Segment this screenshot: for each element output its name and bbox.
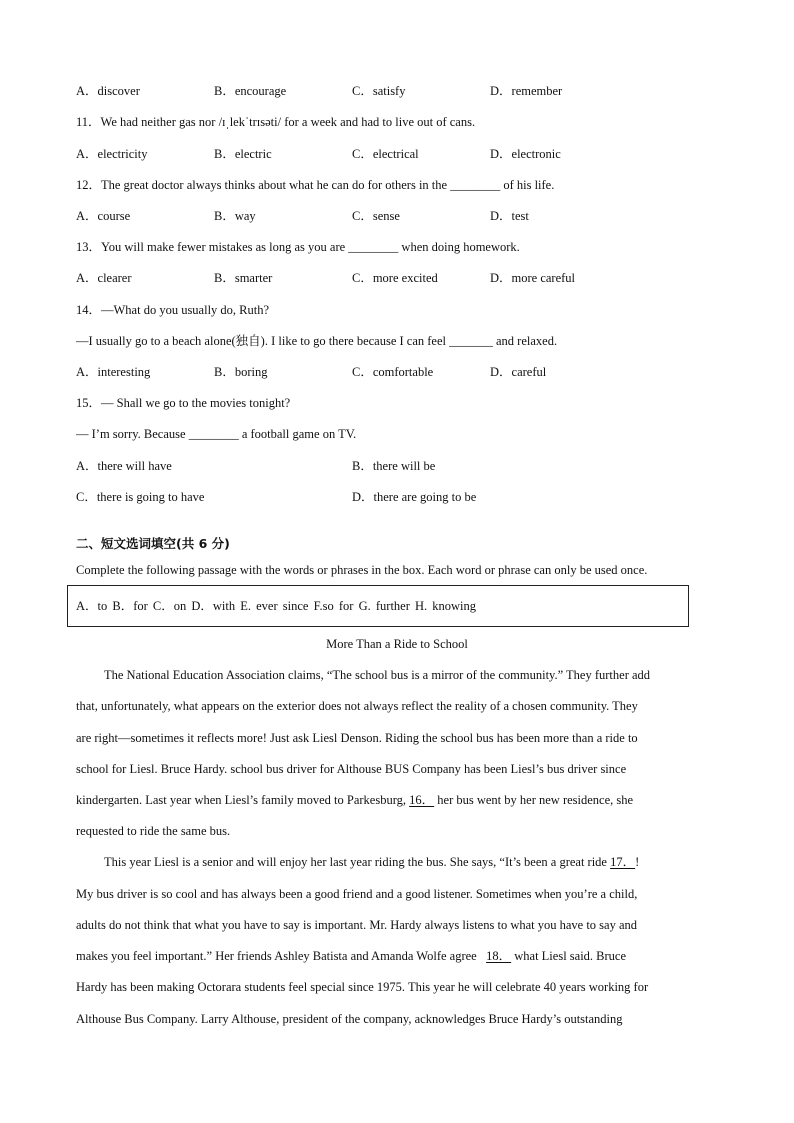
passage-line: requested to ride the same bus. (76, 824, 231, 838)
q13-option-b: B．smarter (214, 271, 273, 285)
q12-option-c: C．sense (352, 209, 400, 223)
passage-text: ! (635, 855, 640, 869)
q13-stem: 13．You will make fewer mistakes as long as you are ________ when doing homework. (76, 240, 520, 254)
q14-option-b: B．boring (214, 365, 268, 379)
q15-option-b: B．there will be (352, 459, 436, 473)
passage-line (104, 854, 749, 870)
q10-option-b: B．encourage (214, 84, 287, 98)
passage-line: My bus driver is so cool and has always been a good friend and a good listener. Sometimes when you’re a child, (76, 887, 638, 901)
q15-stem-answer: — I’m sorry. Because ________ a football game on TV. (76, 427, 357, 441)
word-box-options: A．to B．for C．on D．with E. ever since F.so for G. further H. knowing (76, 599, 477, 613)
q14-option-d: D．careful (490, 365, 547, 379)
blank-17[interactable]: 17． (610, 855, 636, 869)
blank-16[interactable]: 16． (409, 793, 435, 807)
q15-option-d: D．there are going to be (352, 490, 477, 504)
passage-text: her bus went by her new residence, she (437, 793, 634, 807)
q12-option-d: D．test (490, 209, 529, 223)
section-heading: 二、短文选词填空(共 6 分) (76, 536, 230, 551)
passage-line (76, 792, 721, 808)
passage-line: are right—sometimes it reflects more! Just ask Liesl Denson. Riding the school bus has been more than a ride to (76, 731, 638, 745)
q10-option-a: A．discover (76, 84, 140, 98)
passage-line: The National Education Association claims, “The school bus is a mirror of the community.” They further add (104, 668, 651, 682)
q12-option-b: B．way (214, 209, 256, 223)
q13-option-c: C．more excited (352, 271, 438, 285)
q11-option-b: B．electric (214, 147, 272, 161)
passage-line: adults do not think that what you have to say is important. Mr. Hardy always listens to what you have to say and (76, 918, 638, 932)
passage-text: This year Liesl is a senior and will enjoy her last year riding the bus. She says, “It’s been a great ride (104, 855, 607, 869)
q11-stem: 11．We had neither gas nor /ɪˌlekˈtrɪsəti/ for a week and had to live out of cans. (76, 115, 476, 129)
passage-title: More Than a Ride to School (326, 637, 468, 651)
q12-option-a: A．course (76, 209, 131, 223)
blank-18[interactable]: 18． (486, 949, 512, 963)
passage-text: makes you feel important.” Her friends Ashley Batista and Amanda Wolfe agree (76, 949, 477, 963)
passage-line (76, 948, 721, 964)
q11-option-a: A．electricity (76, 147, 148, 161)
passage-line: that, unfortunately, what appears on the exterior does not always reflect the reality of a chosen community. They (76, 699, 638, 713)
q15-stem: 15．— Shall we go to the movies tonight? (76, 396, 291, 410)
q10-option-c: C．satisfy (352, 84, 406, 98)
q14-option-a: A．interesting (76, 365, 151, 379)
q11-option-d: D．electronic (490, 147, 561, 161)
q14-stem-answer: —I usually go to a beach alone(独自). I like to go there because I can feel _______ and relaxed. (76, 334, 558, 348)
q15-option-a: A．there will have (76, 459, 172, 473)
q12-stem: 12．The great doctor always thinks about what he can do for others in the ________ of his life. (76, 178, 555, 192)
passage-line: Althouse Bus Company. Larry Althouse, president of the company, acknowledges Bruce Hardy’s outstanding (76, 1012, 623, 1026)
passage-line: school for Liesl. Bruce Hardy. school bus driver for Althouse BUS Company has been Liesl’s bus driver since (76, 762, 627, 776)
passage-text: what Liesl said. Bruce (514, 949, 627, 963)
q13-option-a: A．clearer (76, 271, 132, 285)
passage-text: kindergarten. Last year when Liesl’s family moved to Parkesburg, (76, 793, 407, 807)
q10-option-d: D．remember (490, 84, 563, 98)
q11-option-c: C．electrical (352, 147, 419, 161)
q14-option-c: C．comfortable (352, 365, 434, 379)
q13-option-d: D．more careful (490, 271, 576, 285)
q15-option-c: C．there is going to have (76, 490, 205, 504)
passage-line: Hardy has been making Octorara students feel special since 1975. This year he will celebrate 40 years working for (76, 980, 649, 994)
section-instruction: Complete the following passage with the words or phrases in the box. Each word or phrase can only be used once. (76, 563, 648, 577)
word-box (67, 585, 689, 627)
q14-stem: 14．—What do you usually do, Ruth? (76, 303, 270, 317)
